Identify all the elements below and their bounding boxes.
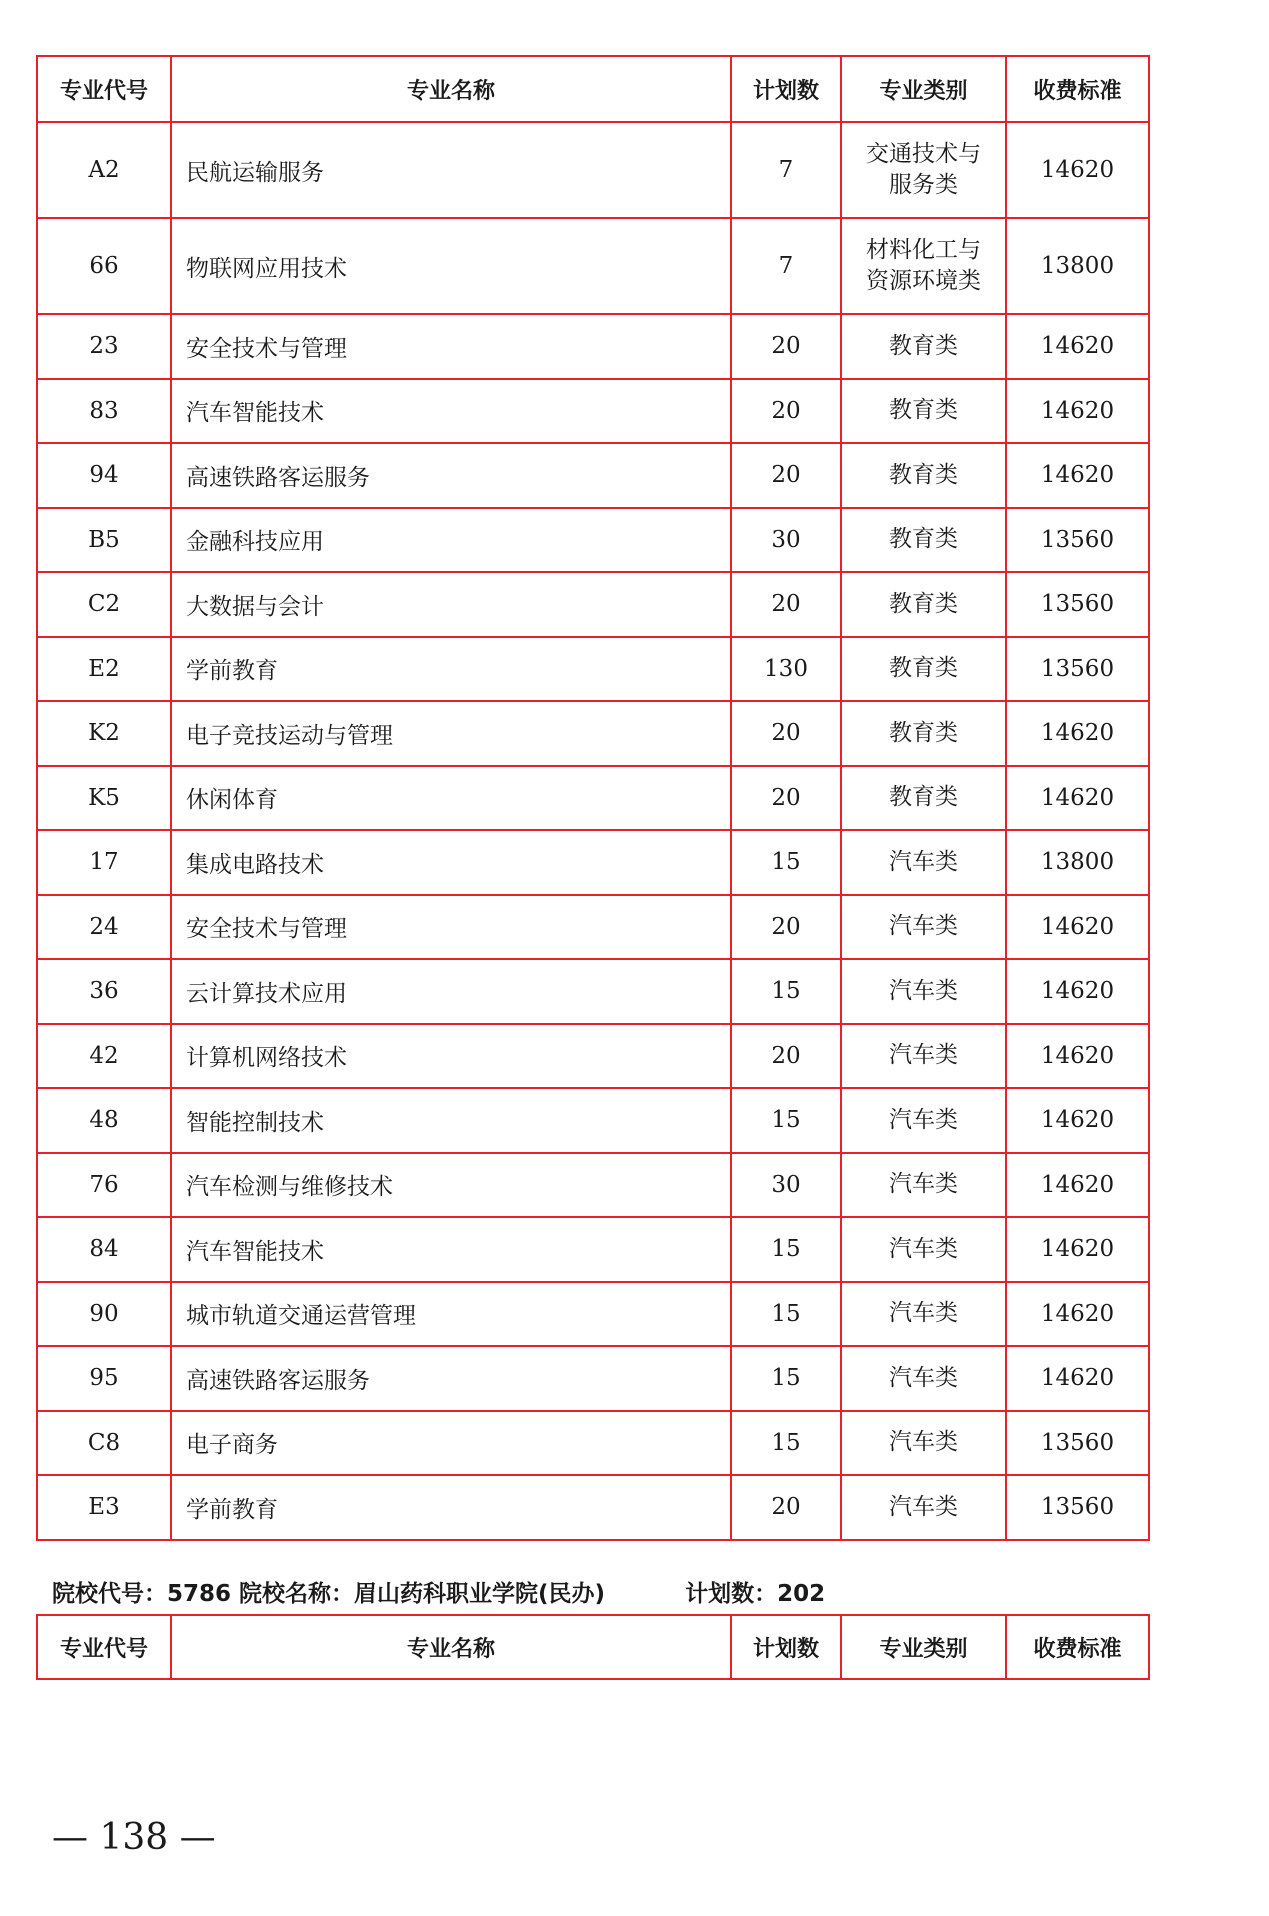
- cell-name: 安全技术与管理: [171, 314, 731, 379]
- cell-plan: 30: [731, 1153, 841, 1218]
- cell-name: 计算机网络技术: [171, 1024, 731, 1089]
- cell-category: [841, 218, 1006, 314]
- cell-plan: 130: [731, 637, 841, 702]
- cell-category: 汽车类: [841, 1475, 1006, 1540]
- category-line: 资源环境类: [866, 268, 981, 294]
- cell-category: 教育类: [841, 379, 1006, 444]
- cell-category: 教育类: [841, 637, 1006, 702]
- cell-category: 汽车类: [841, 1217, 1006, 1282]
- cell-code: 83: [37, 379, 171, 444]
- cell-name: 云计算技术应用: [171, 959, 731, 1024]
- cell-category: 教育类: [841, 701, 1006, 766]
- cell-code: E3: [37, 1475, 171, 1540]
- header-code: 专业代号: [37, 1615, 171, 1679]
- cell-plan: 15: [731, 1217, 841, 1282]
- cell-category: 教育类: [841, 572, 1006, 637]
- cell-fee: 14620: [1006, 766, 1149, 831]
- table-header-row: [37, 1615, 1149, 1679]
- cell-category: 汽车类: [841, 1088, 1006, 1153]
- cell-plan: 15: [731, 1411, 841, 1476]
- cell-name: 智能控制技术: [171, 1088, 731, 1153]
- cell-name: 汽车智能技术: [171, 379, 731, 444]
- cell-fee: 14620: [1006, 1024, 1149, 1089]
- cell-plan: 7: [731, 122, 841, 218]
- cell-fee: 14620: [1006, 959, 1149, 1024]
- cell-name: 高速铁路客运服务: [171, 1346, 731, 1411]
- table-row: [37, 1024, 1149, 1089]
- cell-code: 23: [37, 314, 171, 379]
- table-row: [37, 508, 1149, 573]
- header-fee: 收费标准: [1006, 1615, 1149, 1679]
- enrollment-table: [36, 55, 1150, 1541]
- cell-name: 汽车智能技术: [171, 1217, 731, 1282]
- cell-code: 36: [37, 959, 171, 1024]
- page-number: — 138 —: [52, 1817, 216, 1858]
- cell-fee: 13560: [1006, 572, 1149, 637]
- cell-plan: 15: [731, 959, 841, 1024]
- cell-name: 学前教育: [171, 1475, 731, 1540]
- cell-category: 教育类: [841, 443, 1006, 508]
- cell-fee: 13560: [1006, 1411, 1149, 1476]
- table-row: [37, 1088, 1149, 1153]
- cell-code: 42: [37, 1024, 171, 1089]
- school-name: 眉山药科职业学院(民办): [354, 1581, 606, 1607]
- cell-category: 汽车类: [841, 1282, 1006, 1347]
- cell-code: K2: [37, 701, 171, 766]
- table-row: [37, 895, 1149, 960]
- cell-fee: 14620: [1006, 314, 1149, 379]
- cell-code: A2: [37, 122, 171, 218]
- cell-fee: 13800: [1006, 218, 1149, 314]
- table-row: [37, 1282, 1149, 1347]
- school-info-line: [52, 1578, 825, 1610]
- header-category: 专业类别: [841, 56, 1006, 122]
- cell-code: K5: [37, 766, 171, 831]
- header-category: 专业类别: [841, 1615, 1006, 1679]
- cell-name: 高速铁路客运服务: [171, 443, 731, 508]
- cell-category: 汽车类: [841, 1153, 1006, 1218]
- school-code-label: 院校代号：: [52, 1581, 167, 1607]
- cell-name: 电子商务: [171, 1411, 731, 1476]
- cell-plan: 20: [731, 572, 841, 637]
- cell-code: E2: [37, 637, 171, 702]
- next-school-table: [36, 1614, 1150, 1680]
- table-row: [37, 1411, 1149, 1476]
- cell-category: 汽车类: [841, 959, 1006, 1024]
- cell-fee: 14620: [1006, 1282, 1149, 1347]
- cell-plan: 20: [731, 701, 841, 766]
- cell-name: 安全技术与管理: [171, 895, 731, 960]
- table-row: [37, 443, 1149, 508]
- cell-plan: 20: [731, 314, 841, 379]
- cell-name: 汽车检测与维修技术: [171, 1153, 731, 1218]
- cell-code: 95: [37, 1346, 171, 1411]
- cell-fee: 14620: [1006, 895, 1149, 960]
- cell-plan: 20: [731, 1475, 841, 1540]
- cell-code: 24: [37, 895, 171, 960]
- cell-name: 民航运输服务: [171, 122, 731, 218]
- header-plan: 计划数: [731, 56, 841, 122]
- cell-name: 金融科技应用: [171, 508, 731, 573]
- table-row: [37, 1475, 1149, 1540]
- cell-fee: 13560: [1006, 1475, 1149, 1540]
- table-row: [37, 959, 1149, 1024]
- cell-name: 休闲体育: [171, 766, 731, 831]
- cell-plan: 20: [731, 1024, 841, 1089]
- cell-fee: 14620: [1006, 1088, 1149, 1153]
- cell-name: 城市轨道交通运营管理: [171, 1282, 731, 1347]
- cell-name: 学前教育: [171, 637, 731, 702]
- cell-code: 66: [37, 218, 171, 314]
- cell-plan: 20: [731, 895, 841, 960]
- table-body: [37, 122, 1149, 1540]
- cell-fee: 13560: [1006, 637, 1149, 702]
- cell-fee: 13560: [1006, 508, 1149, 573]
- cell-code: 48: [37, 1088, 171, 1153]
- table-row: [37, 218, 1149, 314]
- cell-plan: 15: [731, 1088, 841, 1153]
- cell-plan: 7: [731, 218, 841, 314]
- cell-code: 76: [37, 1153, 171, 1218]
- table-row: [37, 637, 1149, 702]
- cell-category: 汽车类: [841, 1024, 1006, 1089]
- cell-fee: 13800: [1006, 830, 1149, 895]
- table-row: [37, 314, 1149, 379]
- table-row: [37, 766, 1149, 831]
- cell-name: 电子竞技运动与管理: [171, 701, 731, 766]
- school-name-label: 院校名称：: [239, 1581, 355, 1607]
- school-plan-label: 计划数：: [685, 1581, 778, 1607]
- cell-fee: 14620: [1006, 1217, 1149, 1282]
- cell-category: 汽车类: [841, 830, 1006, 895]
- cell-name: 集成电路技术: [171, 830, 731, 895]
- cell-code: C2: [37, 572, 171, 637]
- cell-fee: 14620: [1006, 122, 1149, 218]
- cell-plan: 20: [731, 443, 841, 508]
- table-row: [37, 379, 1149, 444]
- cell-fee: 14620: [1006, 443, 1149, 508]
- cell-plan: 20: [731, 379, 841, 444]
- table-row: [37, 1153, 1149, 1218]
- cell-code: C8: [37, 1411, 171, 1476]
- cell-category: 汽车类: [841, 1346, 1006, 1411]
- cell-code: 94: [37, 443, 171, 508]
- header-name: 专业名称: [171, 1615, 731, 1679]
- cell-code: 17: [37, 830, 171, 895]
- cell-fee: 14620: [1006, 379, 1149, 444]
- table-header-row: [37, 56, 1149, 122]
- header-fee: 收费标准: [1006, 56, 1149, 122]
- school-code: 5786: [167, 1581, 232, 1607]
- cell-fee: 14620: [1006, 1153, 1149, 1218]
- cell-plan: 30: [731, 508, 841, 573]
- cell-category: 教育类: [841, 508, 1006, 573]
- header-code: 专业代号: [37, 56, 171, 122]
- cell-code: B5: [37, 508, 171, 573]
- table-row: [37, 122, 1149, 218]
- cell-name: 大数据与会计: [171, 572, 731, 637]
- cell-category: 汽车类: [841, 895, 1006, 960]
- table-row: [37, 701, 1149, 766]
- cell-plan: 15: [731, 830, 841, 895]
- cell-category: 教育类: [841, 766, 1006, 831]
- cell-name: 物联网应用技术: [171, 218, 731, 314]
- category-line: 服务类: [889, 172, 958, 198]
- table-row: [37, 1217, 1149, 1282]
- cell-plan: 20: [731, 766, 841, 831]
- cell-fee: 14620: [1006, 701, 1149, 766]
- category-line: 材料化工与: [866, 237, 981, 263]
- header-plan: 计划数: [731, 1615, 841, 1679]
- table-row: [37, 830, 1149, 895]
- cell-plan: 15: [731, 1346, 841, 1411]
- cell-category: 汽车类: [841, 1411, 1006, 1476]
- table-row: [37, 1346, 1149, 1411]
- cell-code: 84: [37, 1217, 171, 1282]
- cell-fee: 14620: [1006, 1346, 1149, 1411]
- school-plan: 202: [777, 1581, 826, 1607]
- table-row: [37, 572, 1149, 637]
- cell-code: 90: [37, 1282, 171, 1347]
- category-line: 交通技术与: [866, 141, 981, 167]
- cell-plan: 15: [731, 1282, 841, 1347]
- cell-category: 教育类: [841, 314, 1006, 379]
- header-name: 专业名称: [171, 56, 731, 122]
- cell-category: [841, 122, 1006, 218]
